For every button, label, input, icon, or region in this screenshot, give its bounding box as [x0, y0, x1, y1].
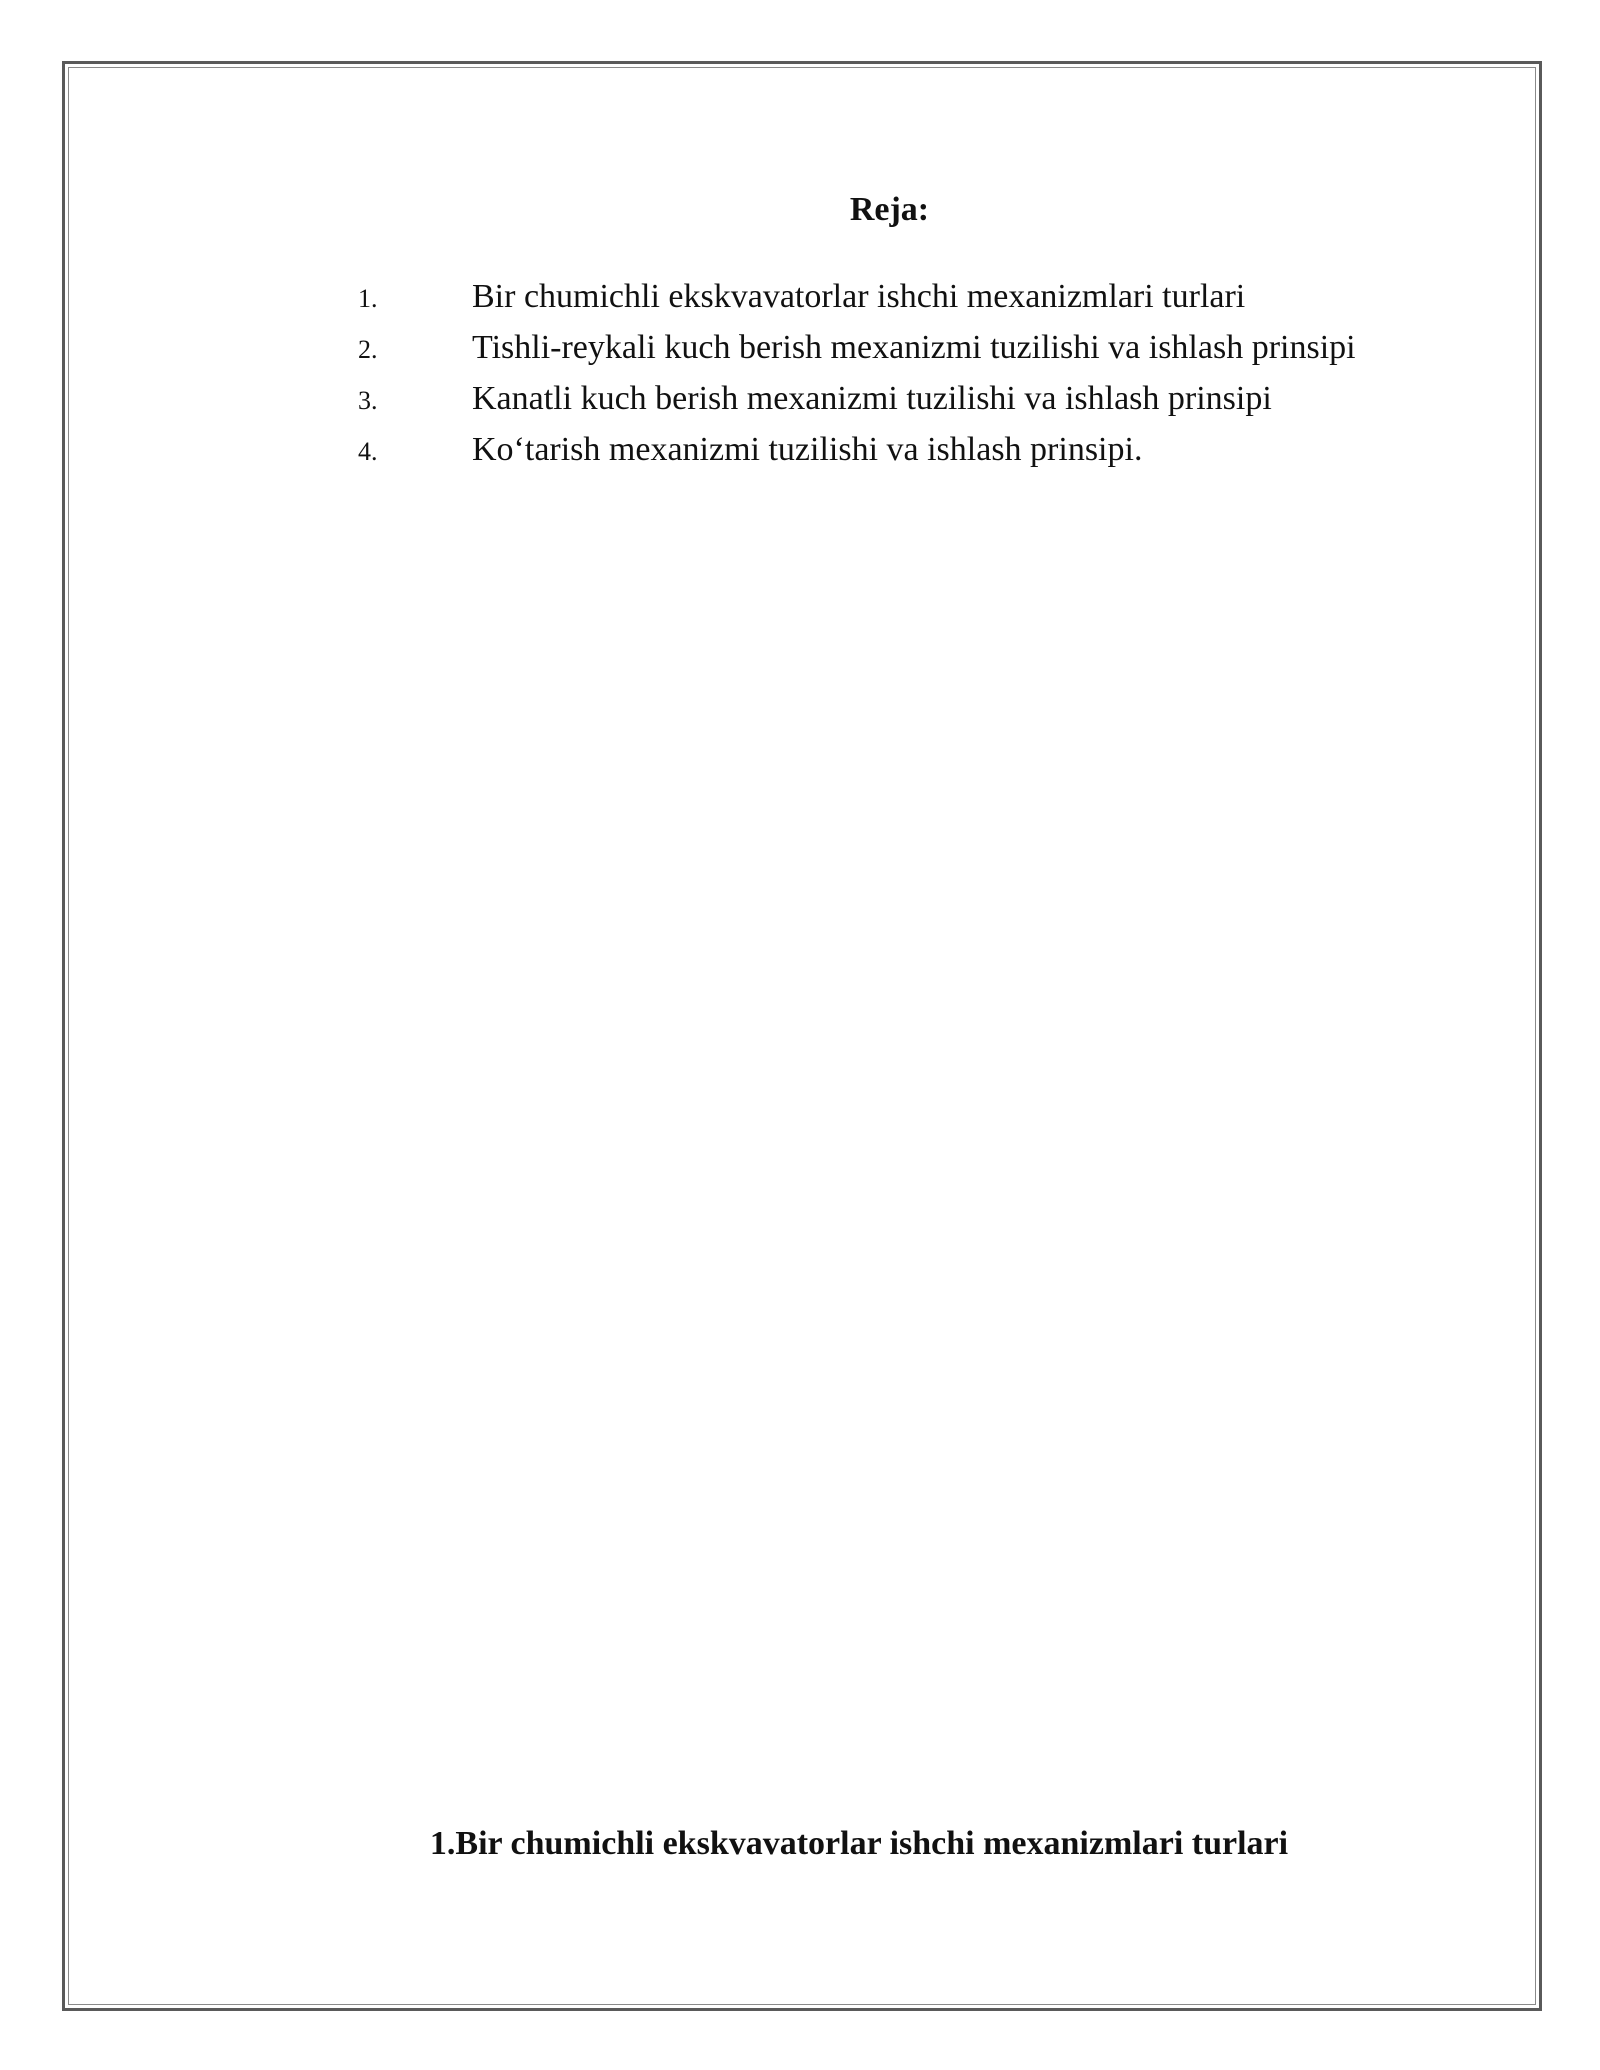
plan-item-2 — [358, 323, 1360, 374]
plan-item-number: 4. — [358, 437, 378, 466]
plan-item-4 — [358, 425, 1360, 476]
plan-item-text: Kanatli kuch berish mexanizmi tuzilishi va ishlash prinsipi — [472, 380, 1272, 417]
plan-item-text: Bir chumichli ekskvavatorlar ishchi mexanizmlari turlari — [472, 278, 1246, 315]
section-heading: 1.Bir chumichli ekskvavatorlar ishchi mexanizmlari turlari — [429, 1825, 1289, 1862]
plan-item-3 — [358, 374, 1360, 425]
plan-item-text: Ko‘tarish mexanizmi tuzilishi va ishlash prinsipi. — [472, 431, 1143, 468]
plan-item-number: 3. — [358, 386, 378, 415]
plan-item-text: Tishli-reykali kuch berish mexanizmi tuzilishi va ishlash prinsipi — [472, 329, 1356, 366]
plan-item-number: 1. — [358, 284, 378, 313]
plan-item-1 — [358, 272, 1360, 323]
plan-list — [358, 272, 1360, 476]
plan-item-number: 2. — [358, 335, 378, 364]
page-title: Reja: — [849, 191, 930, 228]
